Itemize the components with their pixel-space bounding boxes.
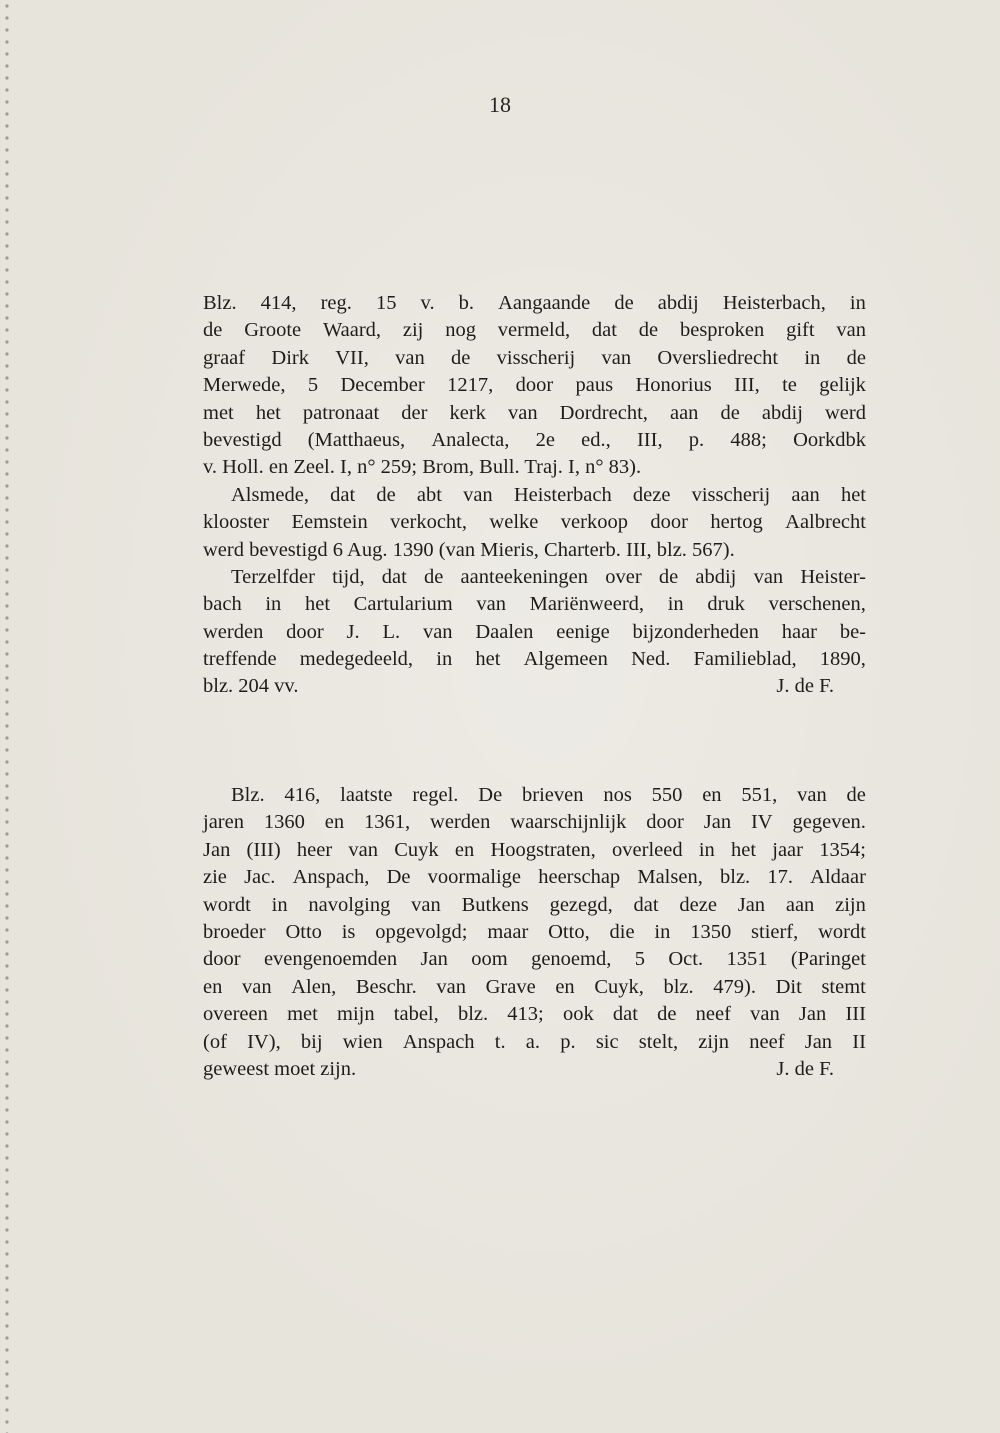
perforated-edge	[2, 0, 12, 1433]
signature: J. de F.	[776, 675, 834, 698]
signature: J. de F.	[776, 1057, 834, 1080]
text-line: werd bevestigd 6 Aug. 1390 (van Mieris, Charterb. III, blz. 567).	[203, 538, 735, 561]
text-line: v. Holl. en Zeel. I, n° 259; Brom, Bull. Traj. I, n° 83).	[203, 456, 642, 479]
text-line: overeen met mijn tabel, blz. 413; ook dat de neef van Jan III	[203, 1003, 866, 1026]
text-line: bevestigd (Matthaeus, Analecta, 2e ed., III, p. 488; Oorkdbk	[203, 428, 866, 451]
text-line: werden door J. L. van Daalen eenige bijzonderheden haar be-	[203, 620, 866, 643]
text-line: zie Jac. Anspach, De voormalige heerschap Malsen, blz. 17. Aldaar	[203, 866, 866, 889]
text-line: blz. 204 vv.	[203, 675, 299, 698]
text-line: met het patronaat der kerk van Dordrecht, aan de abdij werd	[203, 401, 866, 424]
note-blz-414	[203, 290, 866, 701]
text-line: Alsmede, dat de abt van Heisterbach deze visscherij aan het	[231, 483, 866, 506]
text-line-with-signature	[203, 673, 866, 700]
text-line-with-signature	[203, 1056, 866, 1083]
text-line: Terzelfder tijd, dat de aanteekeningen over de abdij van Heister-	[231, 565, 866, 588]
text-line: Jan (III) heer van Cuyk en Hoogstraten, overleed in het jaar 1354;	[203, 838, 866, 861]
text-line: en van Alen, Beschr. van Grave en Cuyk, blz. 479). Dit stemt	[203, 975, 866, 998]
text-line: graaf Dirk VII, van de visscherij van Oversliedrecht in de	[203, 346, 866, 369]
text-line: (of IV), bij wien Anspach t. a. p. sic stelt, zijn neef Jan II	[203, 1030, 866, 1053]
text-line: klooster Eemstein verkocht, welke verkoop door hertog Aalbrecht	[203, 511, 866, 534]
text-line: jaren 1360 en 1361, werden waarschijnlijk door Jan IV gegeven.	[203, 811, 866, 834]
text-line: door evengenoemden Jan oom genoemd, 5 Oct. 1351 (Paringet	[203, 948, 866, 971]
text-line: geweest moet zijn.	[203, 1057, 357, 1080]
text-line: Merwede, 5 December 1217, door paus Honorius III, te gelijk	[203, 374, 866, 397]
page-number: 18	[489, 92, 511, 117]
text-line: wordt in navolging van Butkens gezegd, dat deze Jan aan zijn	[203, 893, 866, 916]
text-line: de Groote Waard, zij nog vermeld, dat de besproken gift van	[203, 319, 866, 342]
text-line: broeder Otto is opgevolgd; maar Otto, die in 1350 stierf, wordt	[203, 920, 866, 943]
text-line: Blz. 416, laatste regel. De brieven nos 550 en 551, van de	[231, 784, 866, 806]
note-blz-416	[203, 782, 866, 1083]
text-line: treffende medegedeeld, in het Algemeen Ned. Familieblad, 1890,	[203, 648, 866, 671]
text-line: bach in het Cartularium van Mariënweerd, in druk verschenen,	[203, 593, 866, 616]
text-line: Blz. 414, reg. 15 v. b. Aangaande de abdij Heisterbach, in	[203, 292, 866, 314]
